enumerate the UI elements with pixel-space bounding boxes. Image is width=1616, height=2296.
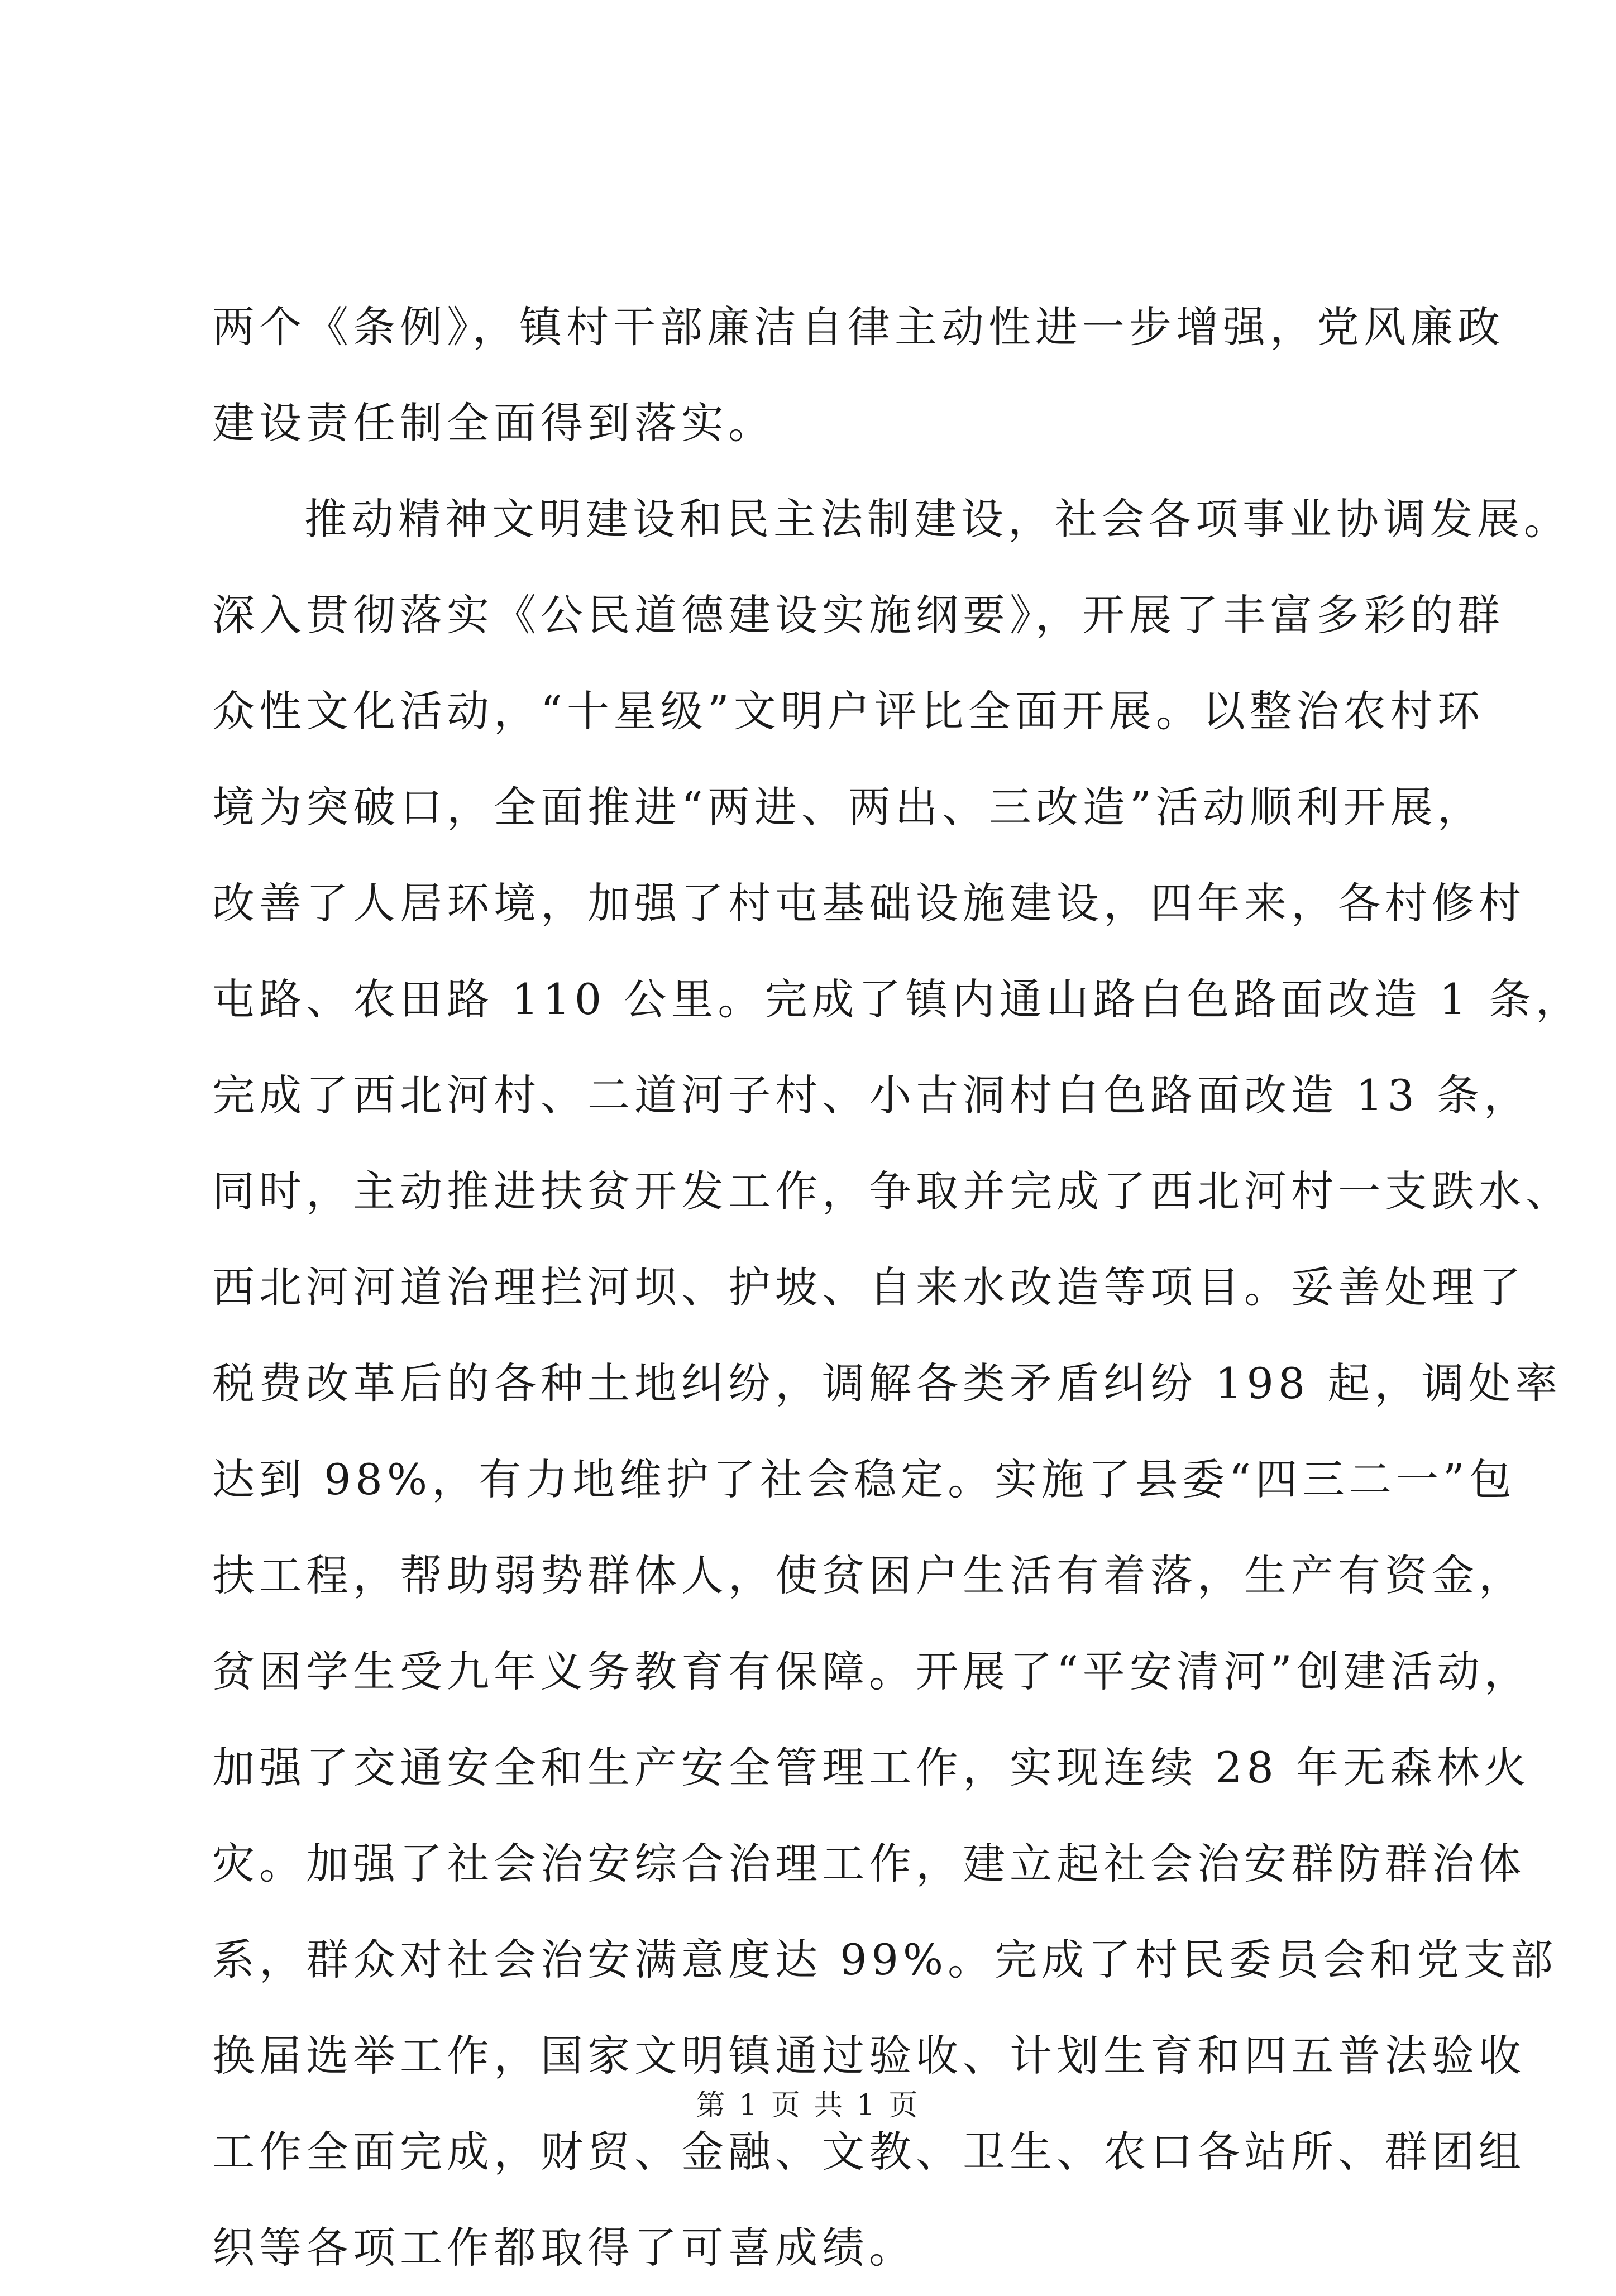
text-line: 西北河河道治理拦河坝、护坡、自来水改造等项目。妥善处理了 [212, 1262, 1526, 1312]
text-line: 同时，主动推进扶贫开发工作，争取并完成了西北河村一支跌水、 [212, 1166, 1572, 1216]
text-line: 改善了人居环境，加强了村屯基础设施建设，四年来，各村修村 [212, 878, 1526, 928]
text-line: 境为突破口，全面推进“两进、两出、三改造”活动顺利开展， [212, 782, 1484, 832]
text-line: 两个《条例》，镇村干部廉洁自律主动性进一步增强，党风廉政 [212, 302, 1504, 352]
paragraph-civilization [212, 471, 1583, 2296]
text-line: 灾。加强了社会治安综合治理工作，建立起社会治安群防群治体 [212, 1839, 1526, 1888]
text-line: 换届选举工作，国家文明镇通过验收、计划生育和四五普法验收 [212, 2031, 1526, 2080]
text-line: 扶工程，帮助弱势群体人，使贫困户生活有着落，生产有资金， [212, 1551, 1526, 1600]
text-line: 织等各项工作都取得了可喜成绩。 [212, 2223, 916, 2273]
text-line: 贫困学生受九年义务教育有保障。开展了“平安清河”创建活动， [212, 1647, 1531, 1696]
text-line: 税费改革后的各种土地纠纷，调解各类矛盾纠纷 198 起，调处率 [212, 1359, 1562, 1408]
text-line: 深入贯彻落实《公民道德建设实施纲要》，开展了丰富多彩的群 [212, 590, 1504, 640]
paragraph-continuation [212, 279, 1504, 471]
text-line: 系，群众对社会治安满意度达 99%。完成了村民委员会和党支部 [212, 1935, 1558, 1984]
document-body [212, 279, 1583, 2296]
text-line: 屯路、农田路 110 公里。完成了镇内通山路白色路面改造 1 条， [212, 974, 1583, 1024]
text-line: 加强了交通安全和生产安全管理工作，实现连续 28 年无森林火 [212, 1743, 1531, 1792]
text-line: 众性文化活动，“十星级”文明户评比全面开展。以整治农村环 [212, 686, 1484, 736]
text-line: 达到 98%，有力地维护了社会稳定。实施了县委“四三二一”包 [212, 1455, 1516, 1504]
text-line: 工作全面完成，财贸、金融、文教、卫生、农口各站所、群团组 [212, 2127, 1526, 2177]
text-line: 完成了西北河村、二道河子村、小古洞村白色路面改造 13 条， [212, 1070, 1531, 1120]
text-line: 建设责任制全面得到落实。 [212, 398, 775, 448]
text-line: 推动精神文明建设和民主法制建设，社会各项事业协调发展。 [304, 494, 1571, 544]
page-number-footer: 第 1 页 共 1 页 [696, 2089, 920, 2122]
